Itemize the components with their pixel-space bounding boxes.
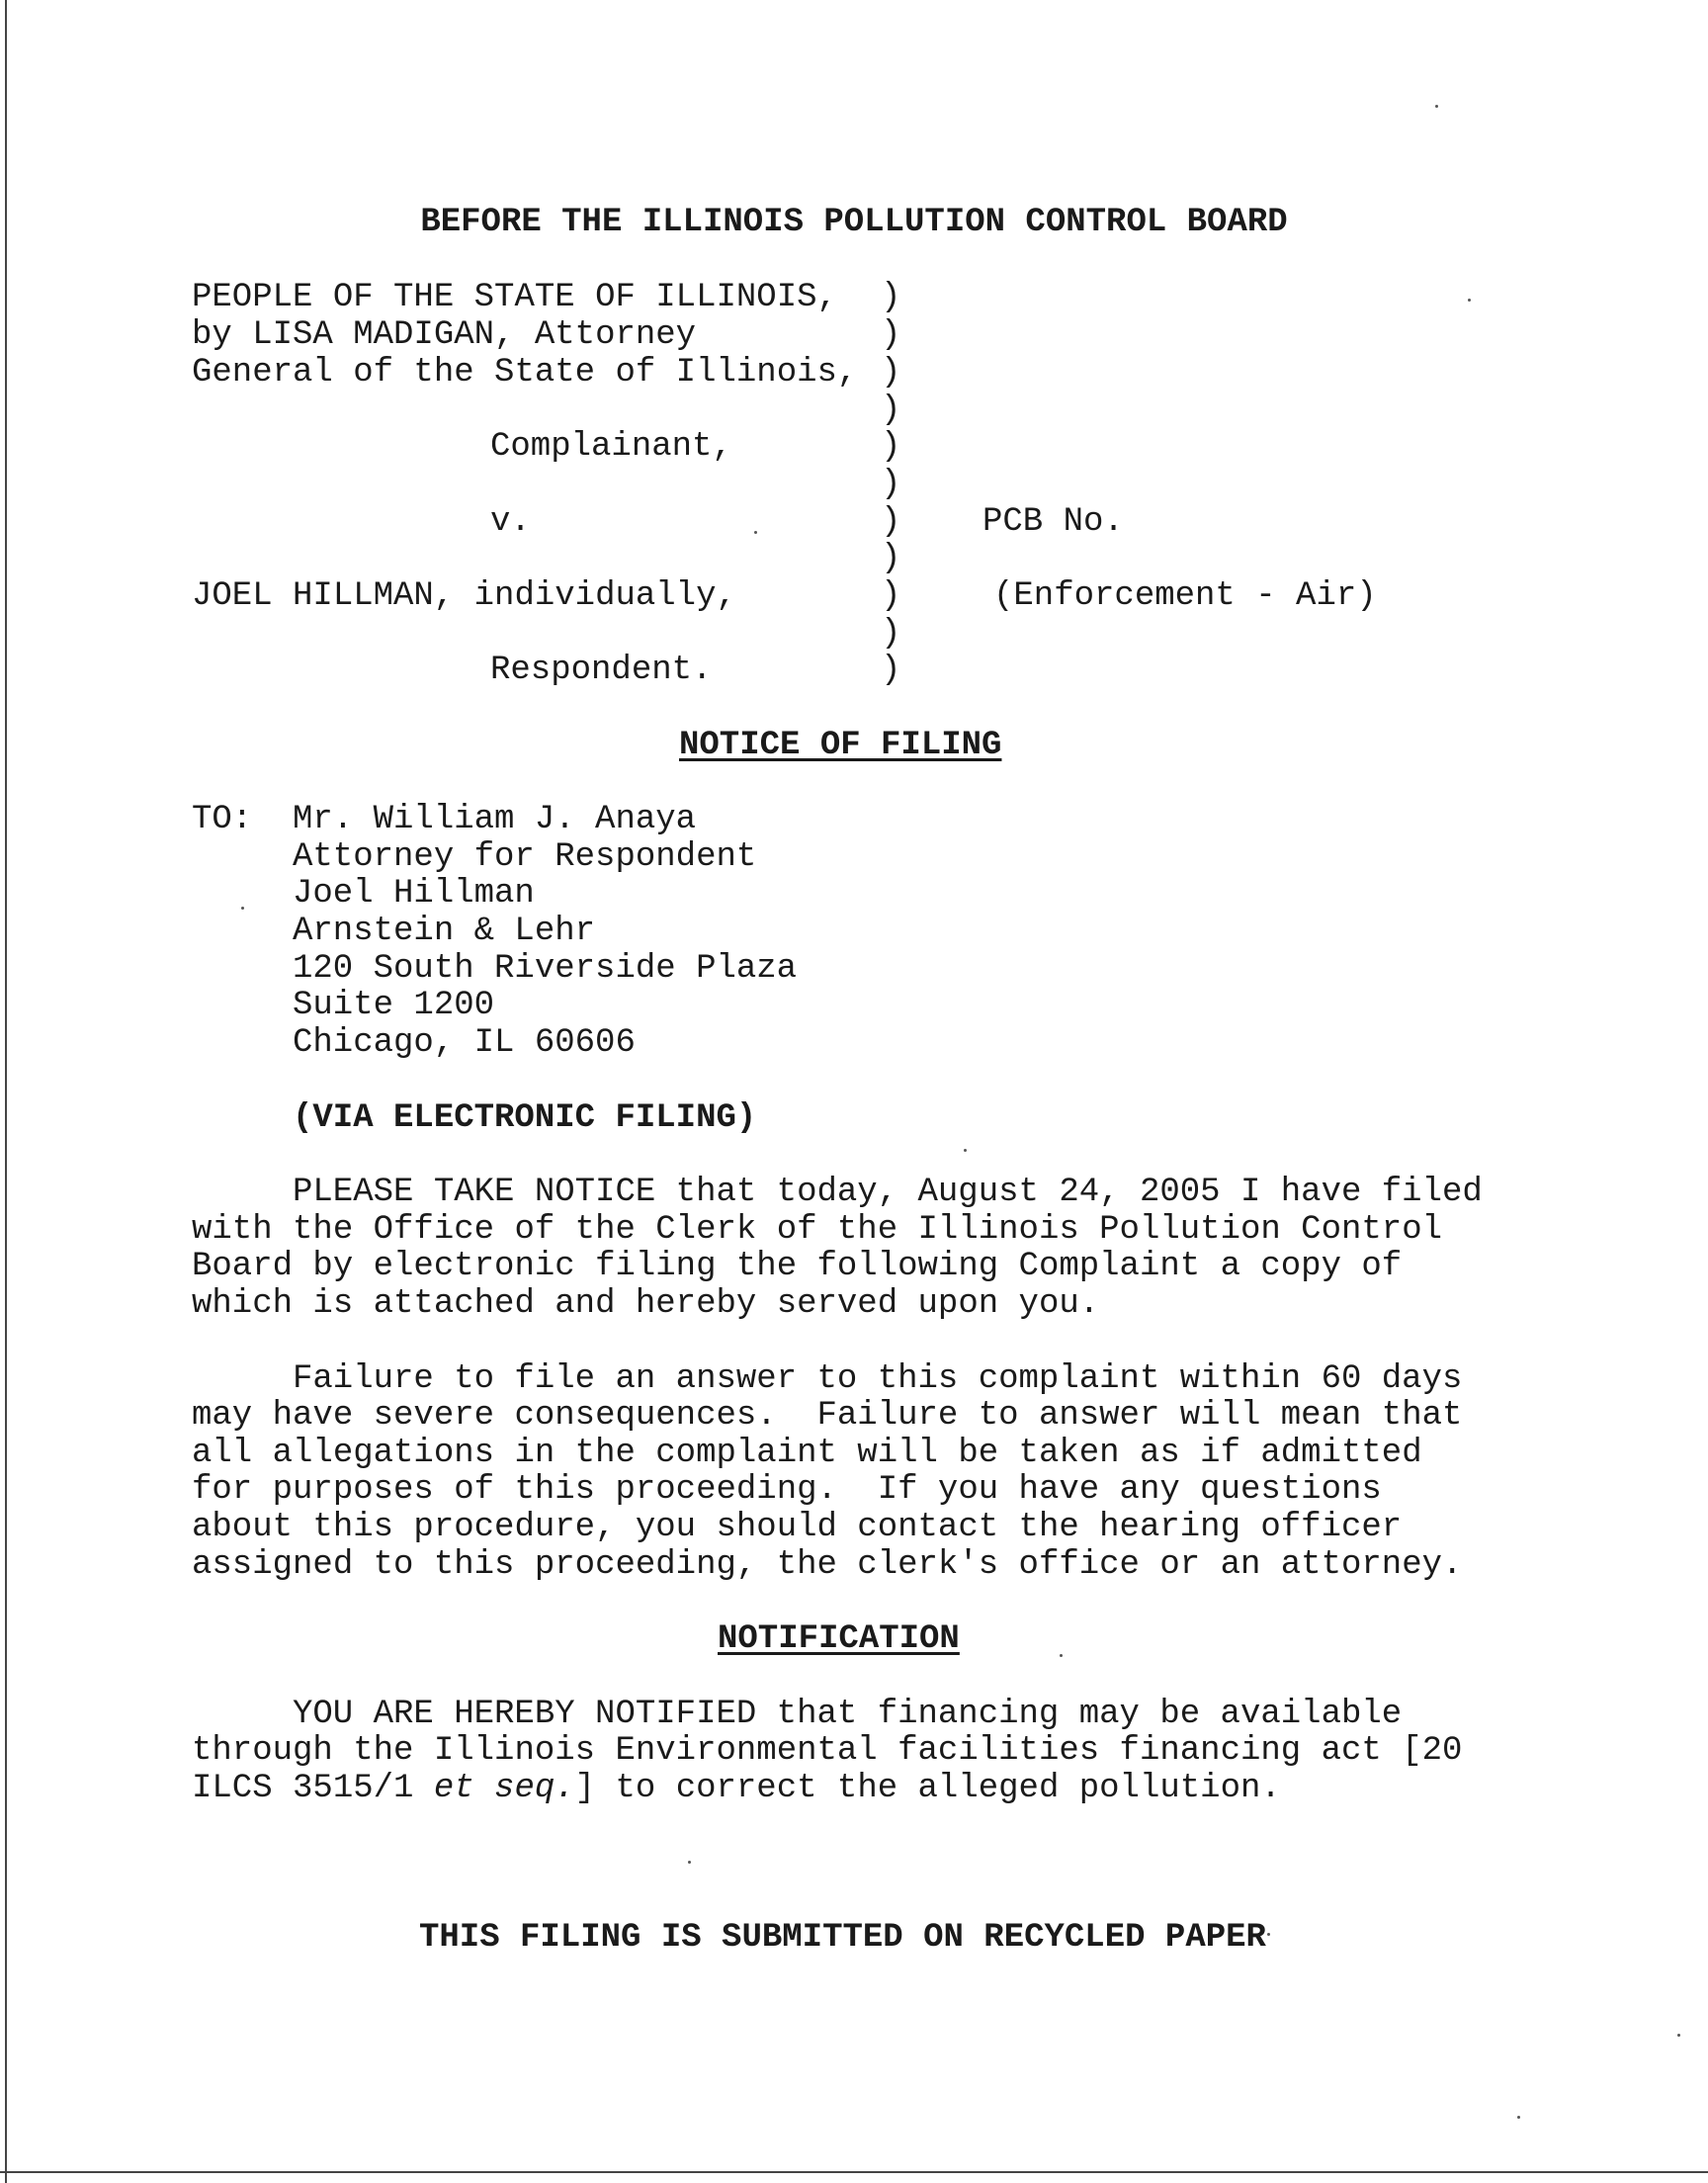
addressee-line: 120 South Riverside Plaza (293, 950, 798, 988)
addressee-line: Suite 1200 (293, 987, 495, 1024)
versus-label: v. (490, 503, 531, 541)
paragraph-line: YOU ARE HEREBY NOTIFIED that financing may be available (293, 1696, 1403, 1733)
caption-paren: ) (881, 428, 901, 466)
complainant-label: Complainant, (490, 428, 732, 466)
addressee-line: Joel Hillman (293, 875, 535, 913)
paragraph-line: all allegations in the complaint will be taken as if admitted (192, 1435, 1422, 1472)
paragraph-line: PLEASE TAKE NOTICE that today, August 24, 2005 I have filed (293, 1174, 1483, 1211)
caption-paren: ) (881, 503, 901, 541)
notice-title: NOTICE OF FILING (679, 727, 1002, 764)
caption-paren: ) (881, 652, 901, 689)
paragraph-line: may have severe consequences. Failure to answer will mean that (192, 1397, 1463, 1435)
caption-paren: ) (881, 392, 901, 429)
paragraph-line: assigned to this proceeding, the clerk's office or an attorney. (192, 1546, 1463, 1584)
scan-left-edge (5, 0, 7, 2183)
paragraph-line: for purposes of this proceeding. If you have any questions (192, 1471, 1382, 1509)
et-seq-italic: et seq. (433, 1770, 575, 1807)
caption-line: PEOPLE OF THE STATE OF ILLINOIS, (192, 279, 837, 316)
pcb-number: PCB No. (982, 503, 1124, 541)
caption-paren: ) (881, 577, 901, 615)
paragraph-line: through the Illinois Environmental facilities financing act [20 (192, 1732, 1463, 1770)
notification-title: NOTIFICATION (718, 1620, 960, 1658)
paragraph-line: which is attached and hereby served upon you. (192, 1285, 1100, 1323)
caption-paren: ) (881, 316, 901, 354)
addressee-line: Mr. William J. Anaya (293, 801, 697, 838)
recycled-paper-footer: THIS FILING IS SUBMITTED ON RECYCLED PAPER (419, 1919, 1266, 1957)
caption-line: General of the State of Illinois, (192, 354, 858, 392)
caption-line: by LISA MADIGAN, Attorney (192, 316, 697, 354)
paragraph-line: Board by electronic filing the following Complaint a copy of (192, 1248, 1403, 1285)
caption-paren: ) (881, 354, 901, 392)
caption-paren: ) (881, 615, 901, 653)
addressee-line: Attorney for Respondent (293, 838, 757, 876)
court-heading: BEFORE THE ILLINOIS POLLUTION CONTROL BOARD (420, 204, 1288, 241)
addressee-line: Arnstein & Lehr (293, 913, 596, 950)
caption-paren: ) (881, 540, 901, 577)
caption-paren: ) (881, 466, 901, 503)
paragraph-text: ] to correct the alleged pollution. (574, 1770, 1281, 1807)
citation-text: ILCS 3515/1 (192, 1770, 434, 1807)
paragraph-line: Failure to file an answer to this complaint within 60 days (293, 1360, 1463, 1398)
caption-paren: ) (881, 279, 901, 316)
addressee-line: Chicago, IL 60606 (293, 1024, 636, 1062)
paragraph-line: about this procedure, you should contact the hearing officer (192, 1509, 1403, 1546)
to-label: TO: (192, 801, 253, 838)
paragraph-line: with the Office of the Clerk of the Illinois Pollution Control (192, 1211, 1443, 1249)
paragraph-line (192, 1770, 1281, 1807)
enforcement-type: (Enforcement - Air) (993, 577, 1377, 615)
respondent-label: Respondent. (490, 652, 713, 689)
respondent-name: JOEL HILLMAN, individually, (192, 577, 736, 615)
via-electronic-filing: (VIA ELECTRONIC FILING) (293, 1099, 757, 1137)
scan-bottom-edge (0, 2171, 1708, 2173)
